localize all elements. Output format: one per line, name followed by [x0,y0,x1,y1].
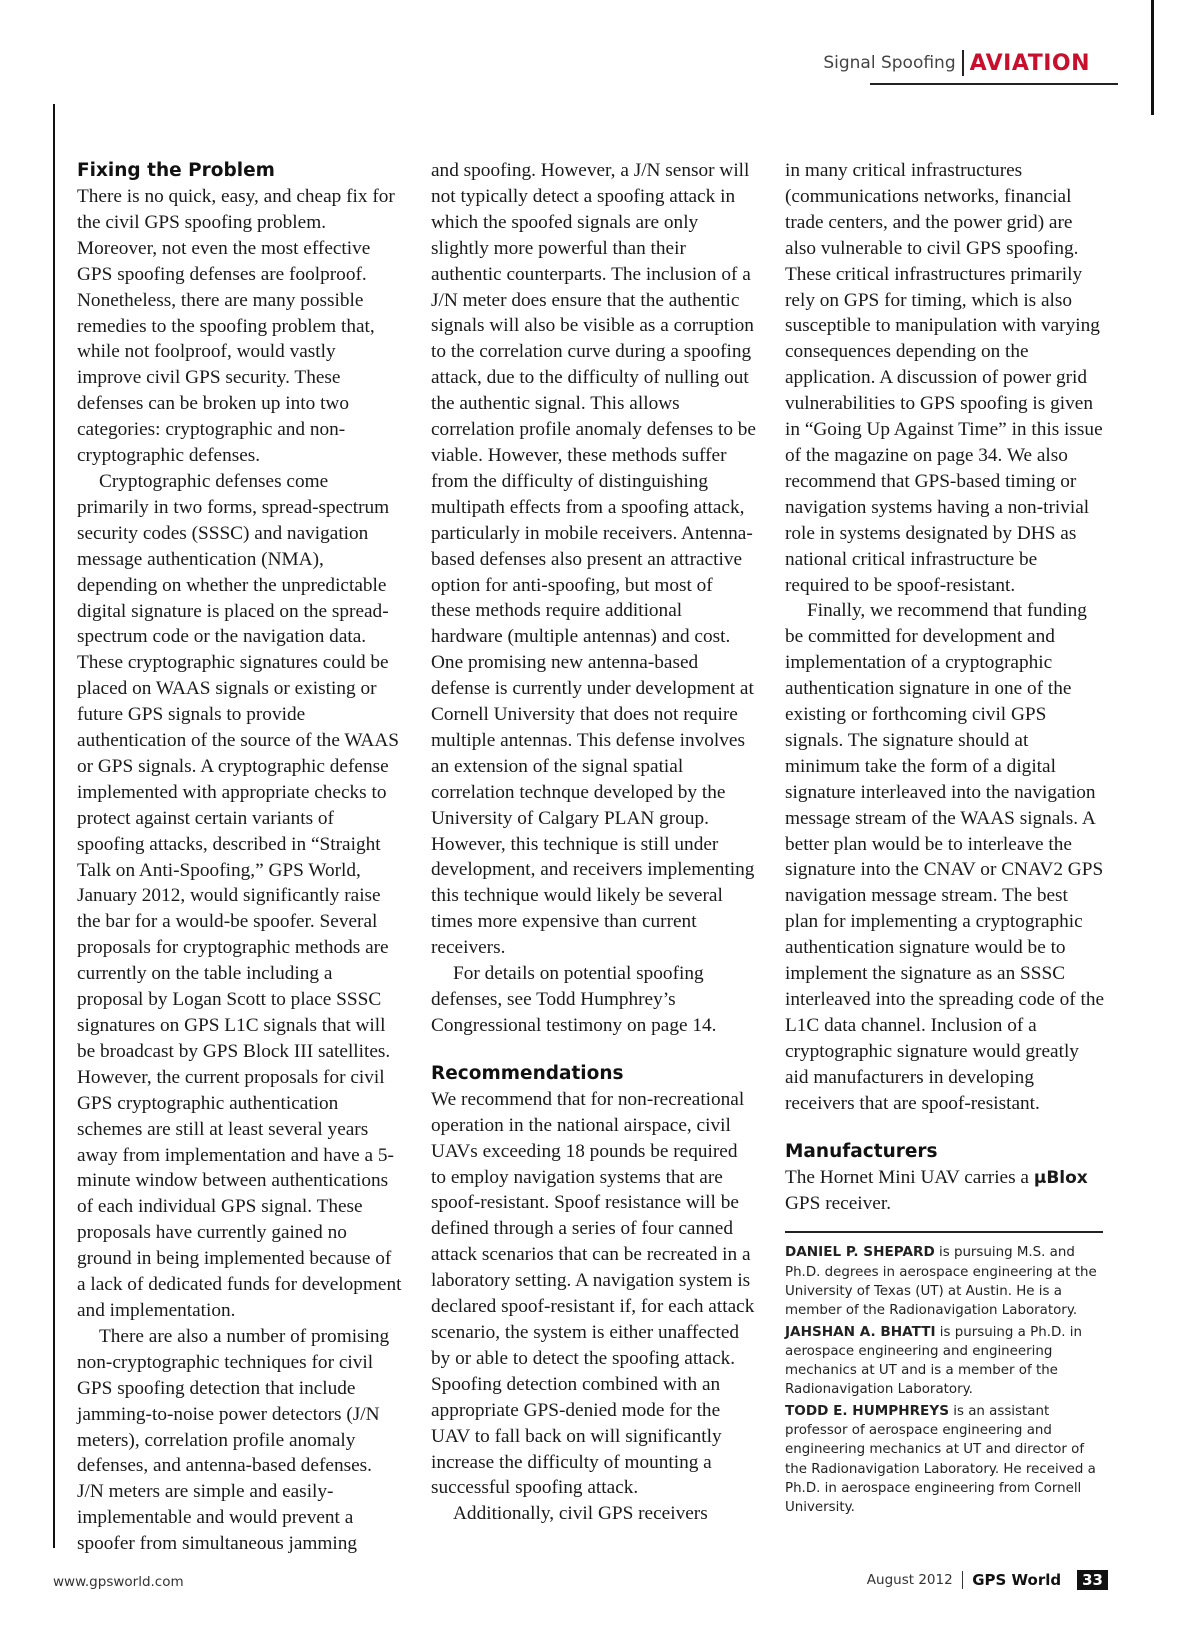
footer-url: www.gpsworld.com [53,1574,184,1590]
section-gap [431,1039,756,1061]
bio-rule [785,1231,1103,1233]
magazine-name: GPS World [972,1571,1062,1589]
page-number: 33 [1077,1570,1108,1590]
section-label: Signal Spoofing [823,53,956,73]
category-label: AVIATION [969,50,1090,76]
header-divider [962,50,964,76]
author-bio-text: is an assistant professor of aerospace engineering and engineering mechanics at UT and director of the Radionavigation Laboratory. He received a Ph.D. in aerospace engineering from Cornell University. [785,1403,1096,1516]
body-paragraph: There are also a number of promising non-cryptographic techniques for civil GPS spoofing detection that include jamming-to-noise power detectors (J/N meters), correlation profile anomaly defenses, and antenna-based defenses. J/N meters are simple and easily-implementable and would prevent a spoofer from simultaneous jamming [77,1325,390,1555]
manufacturers-text-after: GPS receiver. [785,1193,892,1215]
brand-name: µBlox [1033,1167,1088,1188]
manufacturers-text [785,1165,1105,1218]
body-paragraph: We recommend that for non-recreational operation in the national airspace, civil UAVs exceeding 18 pounds be required to employ navigation systems that are spoof-resistant. Spoof resistance will be defined through a series of four canned attack scenarios that can be recreated in a laboratory setting. A navigation system is declared spoof-resistant if, for each attack scenario, the system is either unaffected by or able to detect the spoofing attack. Spoofing detection combined with an appropriate GPS-denied mode for the UAV to fall back on will significantly increase the difficulty of mounting a successful spoofing attack. [431,1088,755,1499]
author-bio [785,1402,1105,1518]
column-2 [431,158,756,1527]
crop-mark-line [1151,0,1154,115]
author-name: JAHSHAN A. BHATTI [785,1323,936,1340]
heading-fixing-the-problem: Fixing the Problem [77,160,275,181]
column-3 [785,158,1105,1520]
body-paragraph: Cryptographic defenses come primarily in two forms, spread-spectrum security codes (SSSC) and navigation message authentication (NMA), depending on whether the unpredictable digital signature is placed on the spread-spectrum code or the navigation data. These cryptographic signatures could be placed on WAAS signals or existing or future GPS signals to provide authentication of the source of the WAAS or GPS signals. A cryptographic defense implemented with appropriate checks to protect against certain variants of spoofing attacks, described in “Straight Talk on Anti-Spoofing,” GPS World, January 2012, would significantly raise the bar for a would-be spoofer. Several proposals for cryptographic methods are currently on the table including a proposal by Logan Scott to place SSSC signatures on GPS L1C signals that will be broadcast by GPS Block III satellites. However, the current proposals for civil GPS cryptographic authentication schemes are still at least several years away from implementation and have a 5-minute window between authentications of each individual GPS signal. These proposals have currently gained no ground in being implemented because of a lack of dedicated funds for development and implementation. [77,470,402,1321]
body-paragraph: and spoofing. However, a J/N sensor will not typically detect a spoofing attack in which the spoofed signals are only slightly more powerful than their authentic counterparts. The inclusion of a J/N meter does ensure that the authentic signals will also be visible as a corruption to the correlation curve during a spoofing attack, due to the difficulty of nulling out the authentic signal. This allows correlation profile anomaly defenses to be viable. However, these methods suffer from the difficulty of distinguishing multipath effects from a spoofing attack, particularly in mobile receivers. Antenna-based defenses also present an attractive option for anti-spoofing, but most of these methods require additional hardware (multiple antennas) and cost. One promising new antenna-based defense is currently under development at Cornell University that does not require multiple antennas. This defense involves an extension of the signal spatial correlation technque developed by the University of Calgary PLAN group. However, this technique is still under development, and receivers implementing this technique would likely be several times more expensive than current receivers. [431,160,756,959]
author-bio [785,1243,1105,1320]
footer-folio [867,1570,1108,1590]
issue-date: August 2012 [866,1572,953,1588]
heading-manufacturers: Manufacturers [785,1140,938,1162]
author-bio [785,1323,1105,1400]
author-bios [785,1243,1105,1517]
body-paragraph: For details on potential spoofing defenses, see Todd Humphrey’s Congressional testimony on page 14. [431,963,717,1036]
manufacturers-text-before: The Hornet Mini UAV carries a [785,1166,1034,1188]
author-bio-text: is pursuing a Ph.D. in aerospace engineering and engineering mechanics at UT and is a member of the Radionavigation Laboratory. [785,1324,1082,1398]
body-paragraph: There is no quick, easy, and cheap fix for the civil GPS spoofing problem. Moreover, not even the most effective GPS spoofing defenses are foolproof. Nonetheless, there are many possible remedies to the spoofing problem that, while not foolproof, would vastly improve civil GPS security. These defenses can be broken up into two categories: cryptographic and non-cryptographic defenses. [77,186,395,467]
author-name: DANIEL P. SHEPARD [785,1244,935,1261]
section-gap [785,1117,1105,1139]
margin-rule [53,104,55,1548]
footer-divider [962,1571,964,1589]
column-1 [77,158,402,1557]
author-bio-text: is pursuing M.S. and Ph.D. degrees in aerospace engineering at the University of Texas (UT) at Austin. He is a member of the Radionavigation Laboratory. [785,1245,1097,1319]
author-name: TODD E. HUMPHREYS [785,1402,949,1419]
body-paragraph: in many critical infrastructures (communications networks, financial trade centers, and the power grid) are also vulnerable to civil GPS spoofing. These critical infrastructures primarily rely on GPS for timing, which is also susceptible to manipulation with varying consequences depending on the application. A discussion of power grid vulnerabilities to GPS spoofing is given in “Going Up Against Time” in this issue of the magazine on page 34. We also recommend that GPS-based timing or navigation systems having a non-trivial role in systems designated by DHS as national critical infrastructure be required to be spoof-resistant. [785,160,1103,596]
header-rule [870,83,1118,85]
body-paragraph: Additionally, civil GPS receivers [453,1503,708,1525]
running-header [823,48,1090,78]
body-paragraph: Finally, we recommend that funding be committed for development and implementation of a cryptographic authentication signature in one of the existing or forthcoming civil GPS signals. The signature should at minimum take the form of a digital signature interleaved into the navigation message stream of the WAAS signals. A better plan would be to interleave the signature into the CNAV or CNAV2 GPS navigation message stream. The best plan for implementing a cryptographic authentication signature would be to implement the signature as an SSSC interleaved into the spreading code of the L1C data channel. Inclusion of a cryptographic signature would greatly aid manufacturers in developing receivers that are spoof-resistant. [785,600,1105,1114]
heading-recommendations: Recommendations [431,1062,624,1084]
